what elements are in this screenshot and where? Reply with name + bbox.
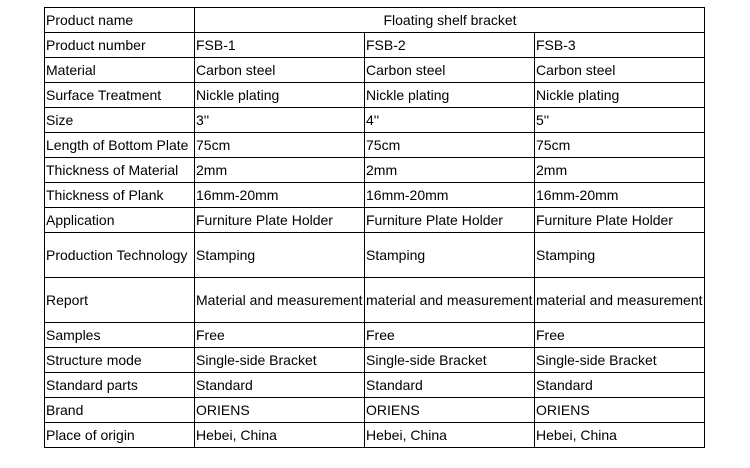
value-cell: Carbon steel <box>535 58 705 83</box>
value-cell: ORIENS <box>365 398 535 423</box>
value-cell: 16mm-20mm <box>195 183 365 208</box>
value-cell: Nickle plating <box>535 83 705 108</box>
value-cell: Single-side Bracket <box>195 348 365 373</box>
value-cell: 16mm-20mm <box>535 183 705 208</box>
row-label: Length of Bottom Plate <box>45 133 195 158</box>
value-cell: Standard <box>195 373 365 398</box>
table-row <box>45 33 705 58</box>
value-cell: Standard <box>535 373 705 398</box>
value-cell: Carbon steel <box>195 58 365 83</box>
value-cell: Nickle plating <box>365 83 535 108</box>
row-label: Report <box>45 278 195 323</box>
value-cell: Single-side Bracket <box>535 348 705 373</box>
row-label: Production Technology <box>45 233 195 278</box>
product-spec-table <box>44 7 705 448</box>
row-label: Surface Treatment <box>45 83 195 108</box>
value-cell: Stamping <box>365 233 535 278</box>
row-label: Thickness of Material <box>45 158 195 183</box>
value-cell: Stamping <box>195 233 365 278</box>
value-cell: material and measurement <box>365 278 535 323</box>
table-row <box>45 398 705 423</box>
value-cell: Furniture Plate Holder <box>535 208 705 233</box>
row-label: Size <box>45 108 195 133</box>
value-cell: 2mm <box>195 158 365 183</box>
value-cell: 2mm <box>365 158 535 183</box>
table-row <box>45 208 705 233</box>
value-cell: Furniture Plate Holder <box>365 208 535 233</box>
value-cell: 4'' <box>365 108 535 133</box>
value-cell: material and measurement <box>535 278 705 323</box>
table-row <box>45 83 705 108</box>
value-cell: Carbon steel <box>365 58 535 83</box>
value-cell: Single-side Bracket <box>365 348 535 373</box>
value-cell: Furniture Plate Holder <box>195 208 365 233</box>
value-cell: Hebei, China <box>195 423 365 448</box>
value-cell: 75cm <box>195 133 365 158</box>
table-row <box>45 373 705 398</box>
value-cell: Free <box>195 323 365 348</box>
value-cell: Material and measurement <box>195 278 365 323</box>
table-row <box>45 158 705 183</box>
row-label: Application <box>45 208 195 233</box>
table-row <box>45 108 705 133</box>
value-cell: 3'' <box>195 108 365 133</box>
value-cell: 75cm <box>365 133 535 158</box>
table-row <box>45 323 705 348</box>
value-cell: Hebei, China <box>365 423 535 448</box>
row-label: Place of origin <box>45 423 195 448</box>
value-cell: FSB-3 <box>535 33 705 58</box>
value-cell: FSB-1 <box>195 33 365 58</box>
value-cell: ORIENS <box>535 398 705 423</box>
value-cell: Stamping <box>535 233 705 278</box>
value-cell: ORIENS <box>195 398 365 423</box>
value-cell: 75cm <box>535 133 705 158</box>
header-label-cell: Product name <box>45 8 195 33</box>
value-cell: Hebei, China <box>535 423 705 448</box>
table-row <box>45 58 705 83</box>
table-row <box>45 233 705 278</box>
table-row <box>45 133 705 158</box>
value-cell: Free <box>365 323 535 348</box>
row-label: Samples <box>45 323 195 348</box>
row-label: Structure mode <box>45 348 195 373</box>
table-row <box>45 348 705 373</box>
product-name-cell: Floating shelf bracket <box>195 8 705 33</box>
row-label: Material <box>45 58 195 83</box>
value-cell: FSB-2 <box>365 33 535 58</box>
table-header-row <box>45 8 705 33</box>
value-cell: Nickle plating <box>195 83 365 108</box>
table-row <box>45 183 705 208</box>
row-label: Brand <box>45 398 195 423</box>
value-cell: 2mm <box>535 158 705 183</box>
table-row <box>45 278 705 323</box>
value-cell: 5'' <box>535 108 705 133</box>
value-cell: Standard <box>365 373 535 398</box>
row-label: Thickness of Plank <box>45 183 195 208</box>
table-row <box>45 423 705 448</box>
value-cell: Free <box>535 323 705 348</box>
row-label: Standard parts <box>45 373 195 398</box>
value-cell: 16mm-20mm <box>365 183 535 208</box>
row-label: Product number <box>45 33 195 58</box>
